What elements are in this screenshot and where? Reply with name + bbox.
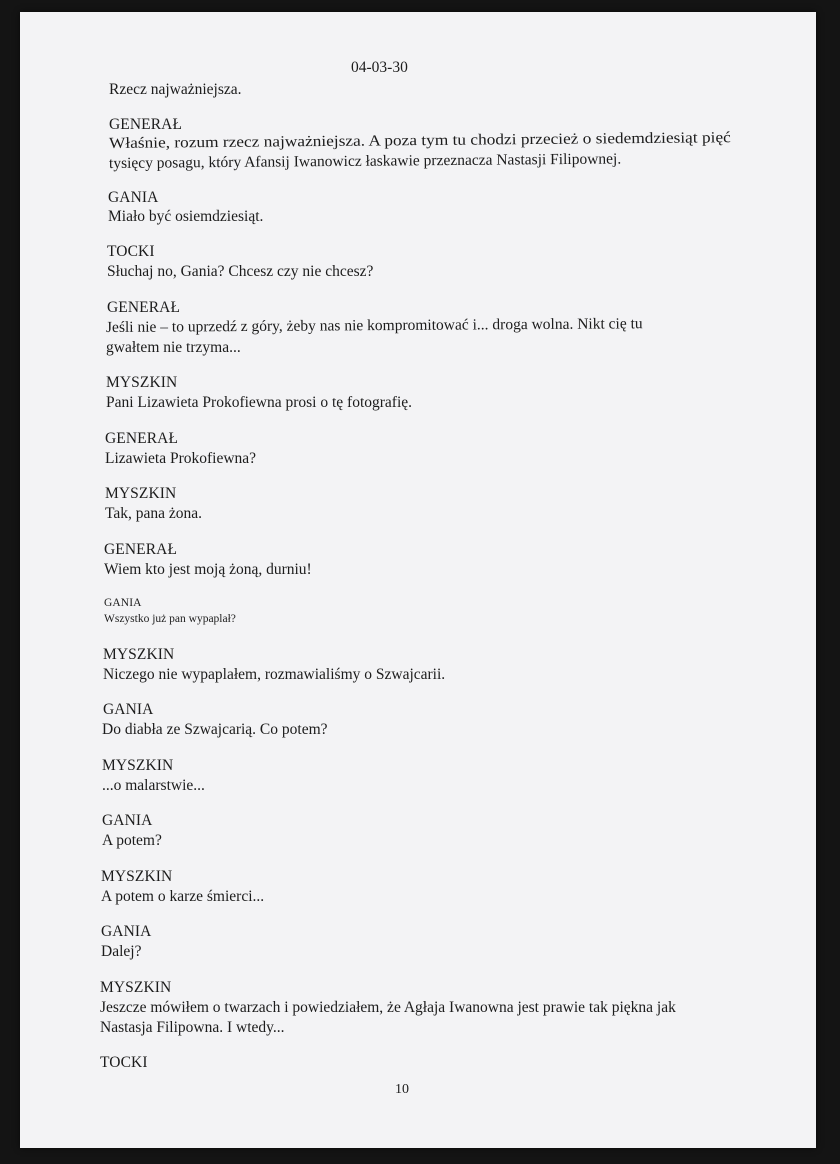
speaker-name: MYSZKIN bbox=[103, 646, 175, 663]
speaker-name: GANIA bbox=[102, 812, 153, 829]
dialogue-line: Słuchaj no, Gania? Chcesz czy nie chcesz? bbox=[107, 263, 374, 280]
dialogue-line: tysięcy posagu, który Afansij Iwanowicz łaskawie przeznacza Nastasji Filipownej. bbox=[108, 150, 622, 172]
dialogue-line: Niczego nie wypaplałem, rozmawialiśmy o Szwajcarii. bbox=[103, 666, 446, 683]
speaker-name: TOCKI bbox=[100, 1054, 148, 1071]
dialogue-line: Dalej? bbox=[101, 943, 142, 960]
speaker-name: GANIA bbox=[103, 701, 154, 718]
dialogue-line: Miało być osiemdziesiąt. bbox=[108, 208, 264, 225]
speaker-name: GENERAŁ bbox=[105, 430, 179, 447]
speaker-name: GENERAŁ bbox=[104, 541, 178, 558]
dialogue-line: Nastasja Filipowna. I wtedy... bbox=[100, 1019, 285, 1036]
speaker-name: MYSZKIN bbox=[102, 757, 174, 774]
document-page bbox=[20, 12, 816, 1148]
document-date: 04-03-30 bbox=[351, 59, 408, 76]
dialogue-line: Lizawieta Prokofiewna? bbox=[105, 450, 257, 467]
dialogue-line: Rzecz najważniejsza. bbox=[109, 81, 242, 98]
speaker-name: MYSZKIN bbox=[105, 485, 177, 502]
speaker-name: GENERAŁ bbox=[109, 116, 183, 133]
speaker-name: MYSZKIN bbox=[101, 868, 173, 885]
dialogue-line: Właśnie, rozum rzecz najważniejsza. A poza tym tu chodzi przecież o siedemdziesiąt pięć bbox=[108, 129, 731, 152]
dialogue-line: Jeśli nie – to uprzedź z góry, żeby nas nie kompromitować i... droga wolna. Nikt cię tu bbox=[105, 315, 643, 336]
dialogue-line: Pani Lizawieta Prokofiewna prosi o tę fotografię. bbox=[106, 394, 413, 411]
dialogue-line: A potem? bbox=[102, 832, 162, 849]
speaker-name: GANIA bbox=[104, 597, 142, 609]
dialogue-line: Wszystko już pan wypaplał? bbox=[104, 613, 236, 625]
speaker-name: TOCKI bbox=[107, 243, 155, 260]
speaker-name: MYSZKIN bbox=[106, 374, 178, 391]
speaker-name: GANIA bbox=[108, 189, 159, 206]
dialogue-line: gwałtem nie trzyma... bbox=[106, 339, 241, 356]
dialogue-line: Wiem kto jest moją żoną, durniu! bbox=[104, 561, 312, 578]
dialogue-line: Jeszcze mówiłem o twarzach i powiedziałem, że Agłaja Iwanowna jest prawie tak piękna jak bbox=[100, 999, 676, 1016]
page-number: 10 bbox=[395, 1082, 409, 1097]
speaker-name: GENERAŁ bbox=[107, 299, 181, 316]
dialogue-line: A potem o karze śmierci... bbox=[101, 888, 265, 905]
speaker-name: GANIA bbox=[101, 923, 152, 940]
script-dialogue-body bbox=[20, 12, 816, 1148]
speaker-name: MYSZKIN bbox=[100, 979, 172, 996]
dialogue-line: Do diabła ze Szwajcarią. Co potem? bbox=[102, 721, 328, 738]
dialogue-line: ...o malarstwie... bbox=[102, 777, 205, 794]
dialogue-line: Tak, pana żona. bbox=[105, 505, 203, 522]
